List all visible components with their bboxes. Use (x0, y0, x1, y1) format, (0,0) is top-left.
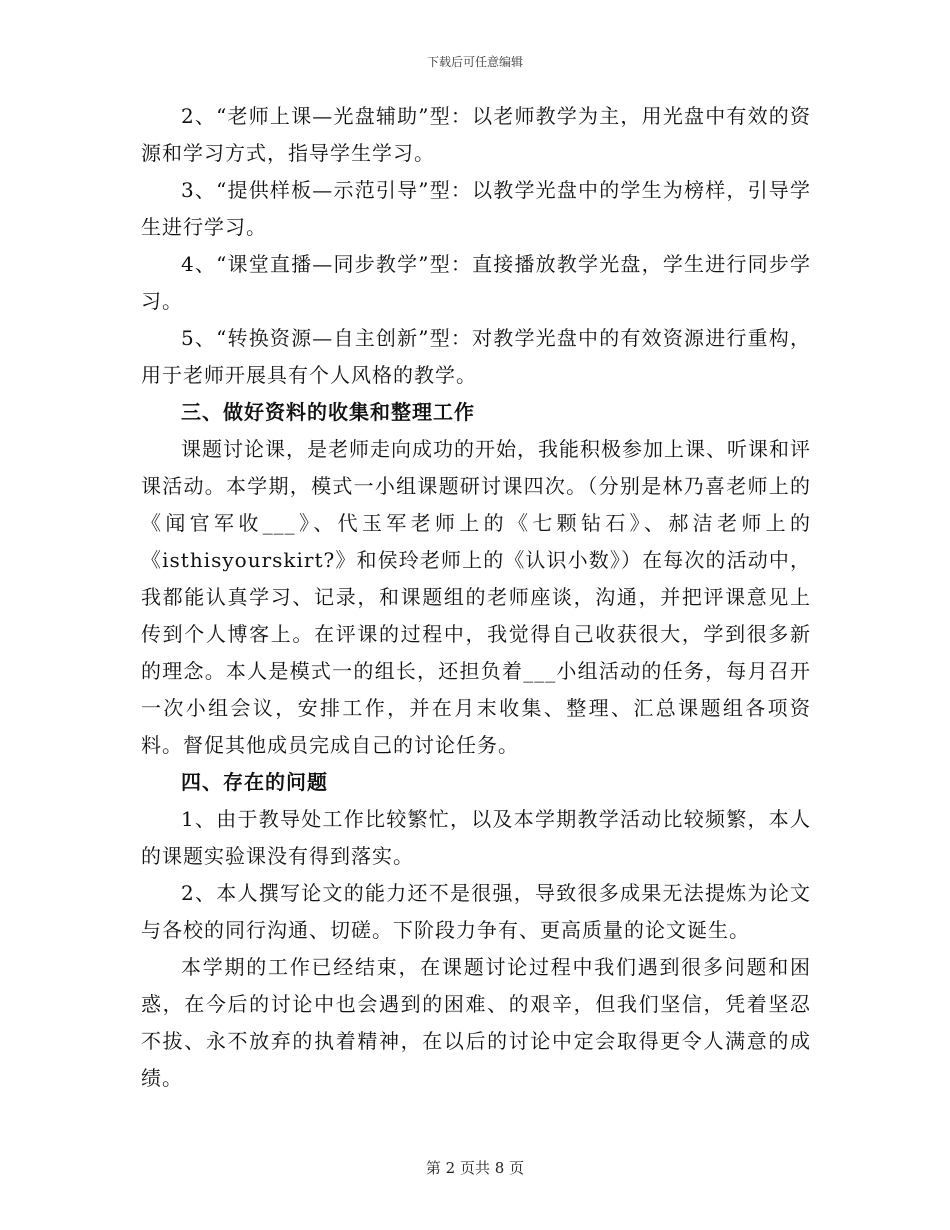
paragraph-item-3: 3、“提供样板—示范引导”型：以教学光盘中的学生为榜样，引导学生进行学习。 (141, 178, 811, 239)
page-footer: 第 2 页共 8 页 (425, 1159, 525, 1177)
document-body (141, 98, 811, 1097)
paragraph-problem-2: 2、本人撰写论文的能力还不是很强，导致很多成果无法提炼为论文与各校的同行沟通、切磋。下阶段力争有、更高质量的论文诞生。 (141, 881, 811, 942)
paragraph-research-lessons: 课题讨论课，是老师走向成功的开始，我能积极参加上课、听课和评课活动。本学期，模式一小组课题研讨课四次。（分别是林乃喜老师上的《闻官军收___》、代玉军老师上的《七颗钻石》、郝洁老师上的《isthisyourskirt?》和侯玲老师上的《认识小数》）在每次的活动中，我都能认真学习、记录，和课题组的老师座谈，沟通，并把评课意见上传到个人博客上。在评课的过程中，我觉得自己收获很大，学到很多新的理念。本人是模式一的组长，还担负着___小组活动的任务，每月召开一次小组会议，安排工作，并在月末收集、整理、汇总课题组各项资料。督促其他成员完成自己的讨论任务。 (141, 437, 811, 757)
paragraph-item-5: 5、“转换资源—自主创新”型：对教学光盘中的有效资源进行重构，用于老师开展具有个人风格的教学。 (141, 326, 811, 387)
section-heading-3: 三、做好资料的收集和整理工作 (181, 400, 475, 424)
paragraph-item-2: 2、“老师上课—光盘辅助”型：以老师教学为主，用光盘中有效的资源和学习方式，指导学生学习。 (141, 104, 811, 165)
paragraph-item-4: 4、“课堂直播—同步教学”型：直接播放教学光盘，学生进行同步学习。 (141, 252, 811, 313)
page-header: 下载后可任意编辑 (426, 55, 523, 69)
section-heading-4: 四、存在的问题 (181, 770, 328, 794)
paragraph-conclusion: 本学期的工作已经结束，在课题讨论过程中我们遇到很多问题和困惑，在今后的讨论中也会遇到的困难、的艰辛，但我们坚信，凭着坚忍不拔、永不放弃的执着精神，在以后的讨论中定会取得更令人满意的成绩。 (141, 955, 811, 1090)
paragraph-problem-1: 1、由于教导处工作比较繁忙，以及本学期教学活动比较频繁，本人的课题实验课没有得到落实。 (141, 807, 811, 868)
